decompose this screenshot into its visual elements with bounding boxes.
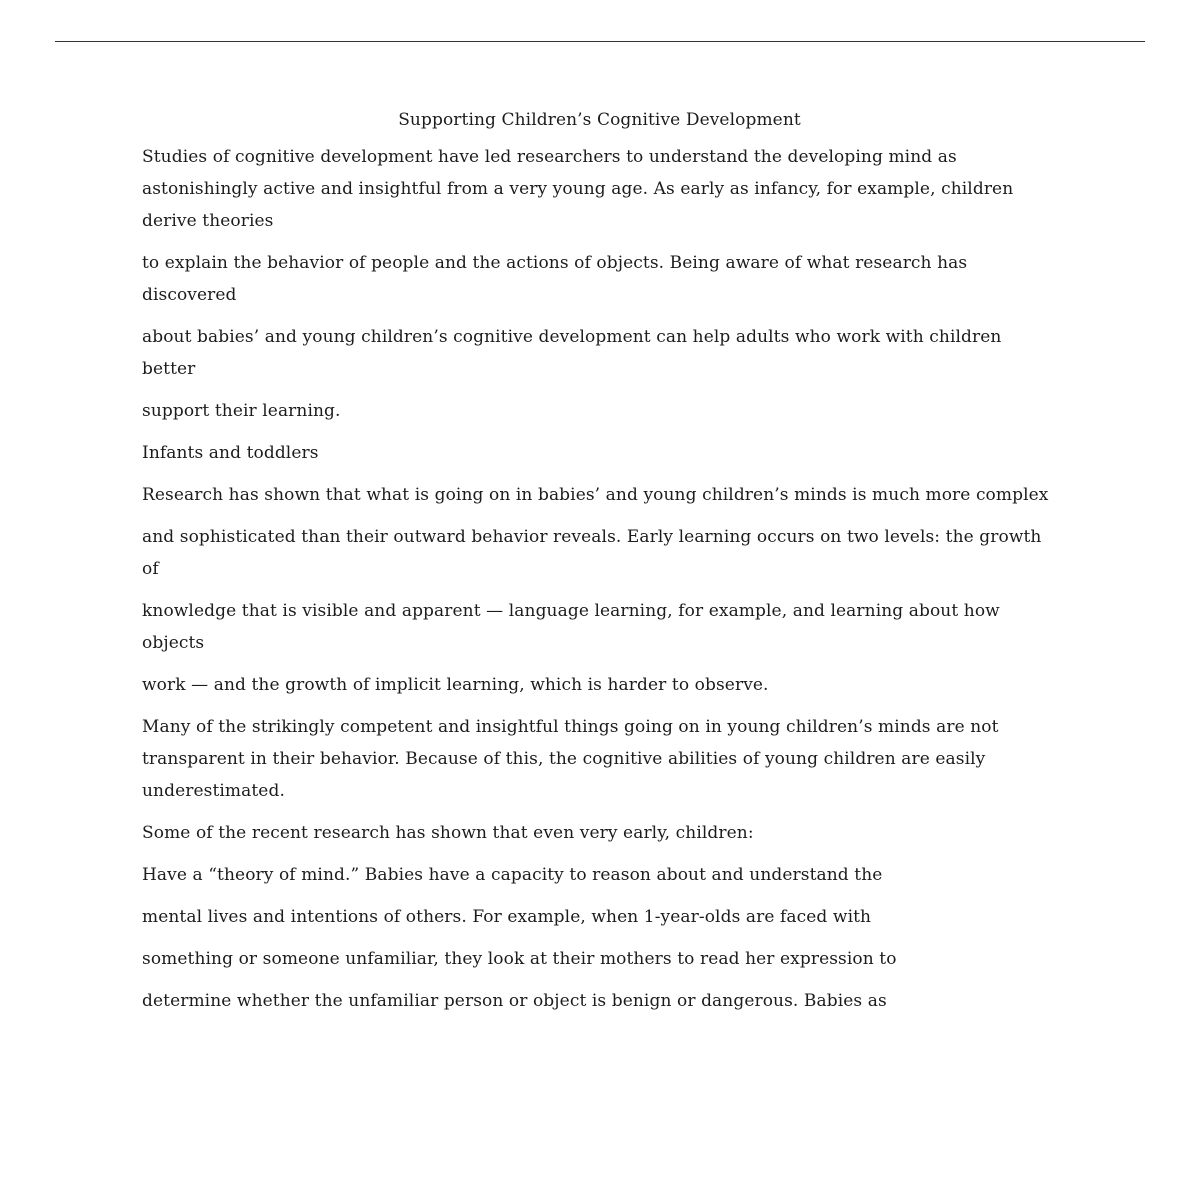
list-item-text: mental lives and intentions of others. For example, when 1-year-olds are faced with [142,907,872,927]
paragraph: and sophisticated than their outward behavior reveals. Early learning occurs on two levels: the growth of [142,527,1042,579]
paragraph: support their learning. [142,401,341,421]
document-title: Supporting Children’s Cognitive Development [398,110,801,130]
paragraph: Some of the recent research has shown that even very early, children: [142,823,754,843]
paragraph: about babies’ and young children’s cognitive development can help adults who work with children better [142,327,1002,379]
paragraph: work — and the growth of implicit learning, which is harder to observe. [142,675,769,695]
paragraph: knowledge that is visible and apparent — language learning, for example, and learning about how objects [142,601,1000,653]
list-item-text: something or someone unfamiliar, they look at their mothers to read her expression to [142,949,897,969]
paragraph: Many of the strikingly competent and insightful things going on in young children’s minds are not transparent in their behavior. Because of this, the cognitive abilities of young children are easily underestimated. [142,717,999,801]
section-heading: Infants and toddlers [142,443,319,463]
document-body [142,106,1057,1027]
header-rule [55,41,1145,42]
paragraph: Research has shown that what is going on in babies’ and young children’s minds is much more complex [142,485,1049,505]
list-item-text: Have a “theory of mind.” Babies have a capacity to reason about and understand the [142,865,883,885]
paragraph: Studies of cognitive development have led researchers to understand the developing mind as astonishingly active and insightful from a very young age. As early as infancy, for example, children derive theories [142,147,1014,231]
list-item-text: determine whether the unfamiliar person or object is benign or dangerous. Babies as [142,991,887,1011]
paragraph: to explain the behavior of people and the actions of objects. Being aware of what research has discovered [142,253,968,305]
